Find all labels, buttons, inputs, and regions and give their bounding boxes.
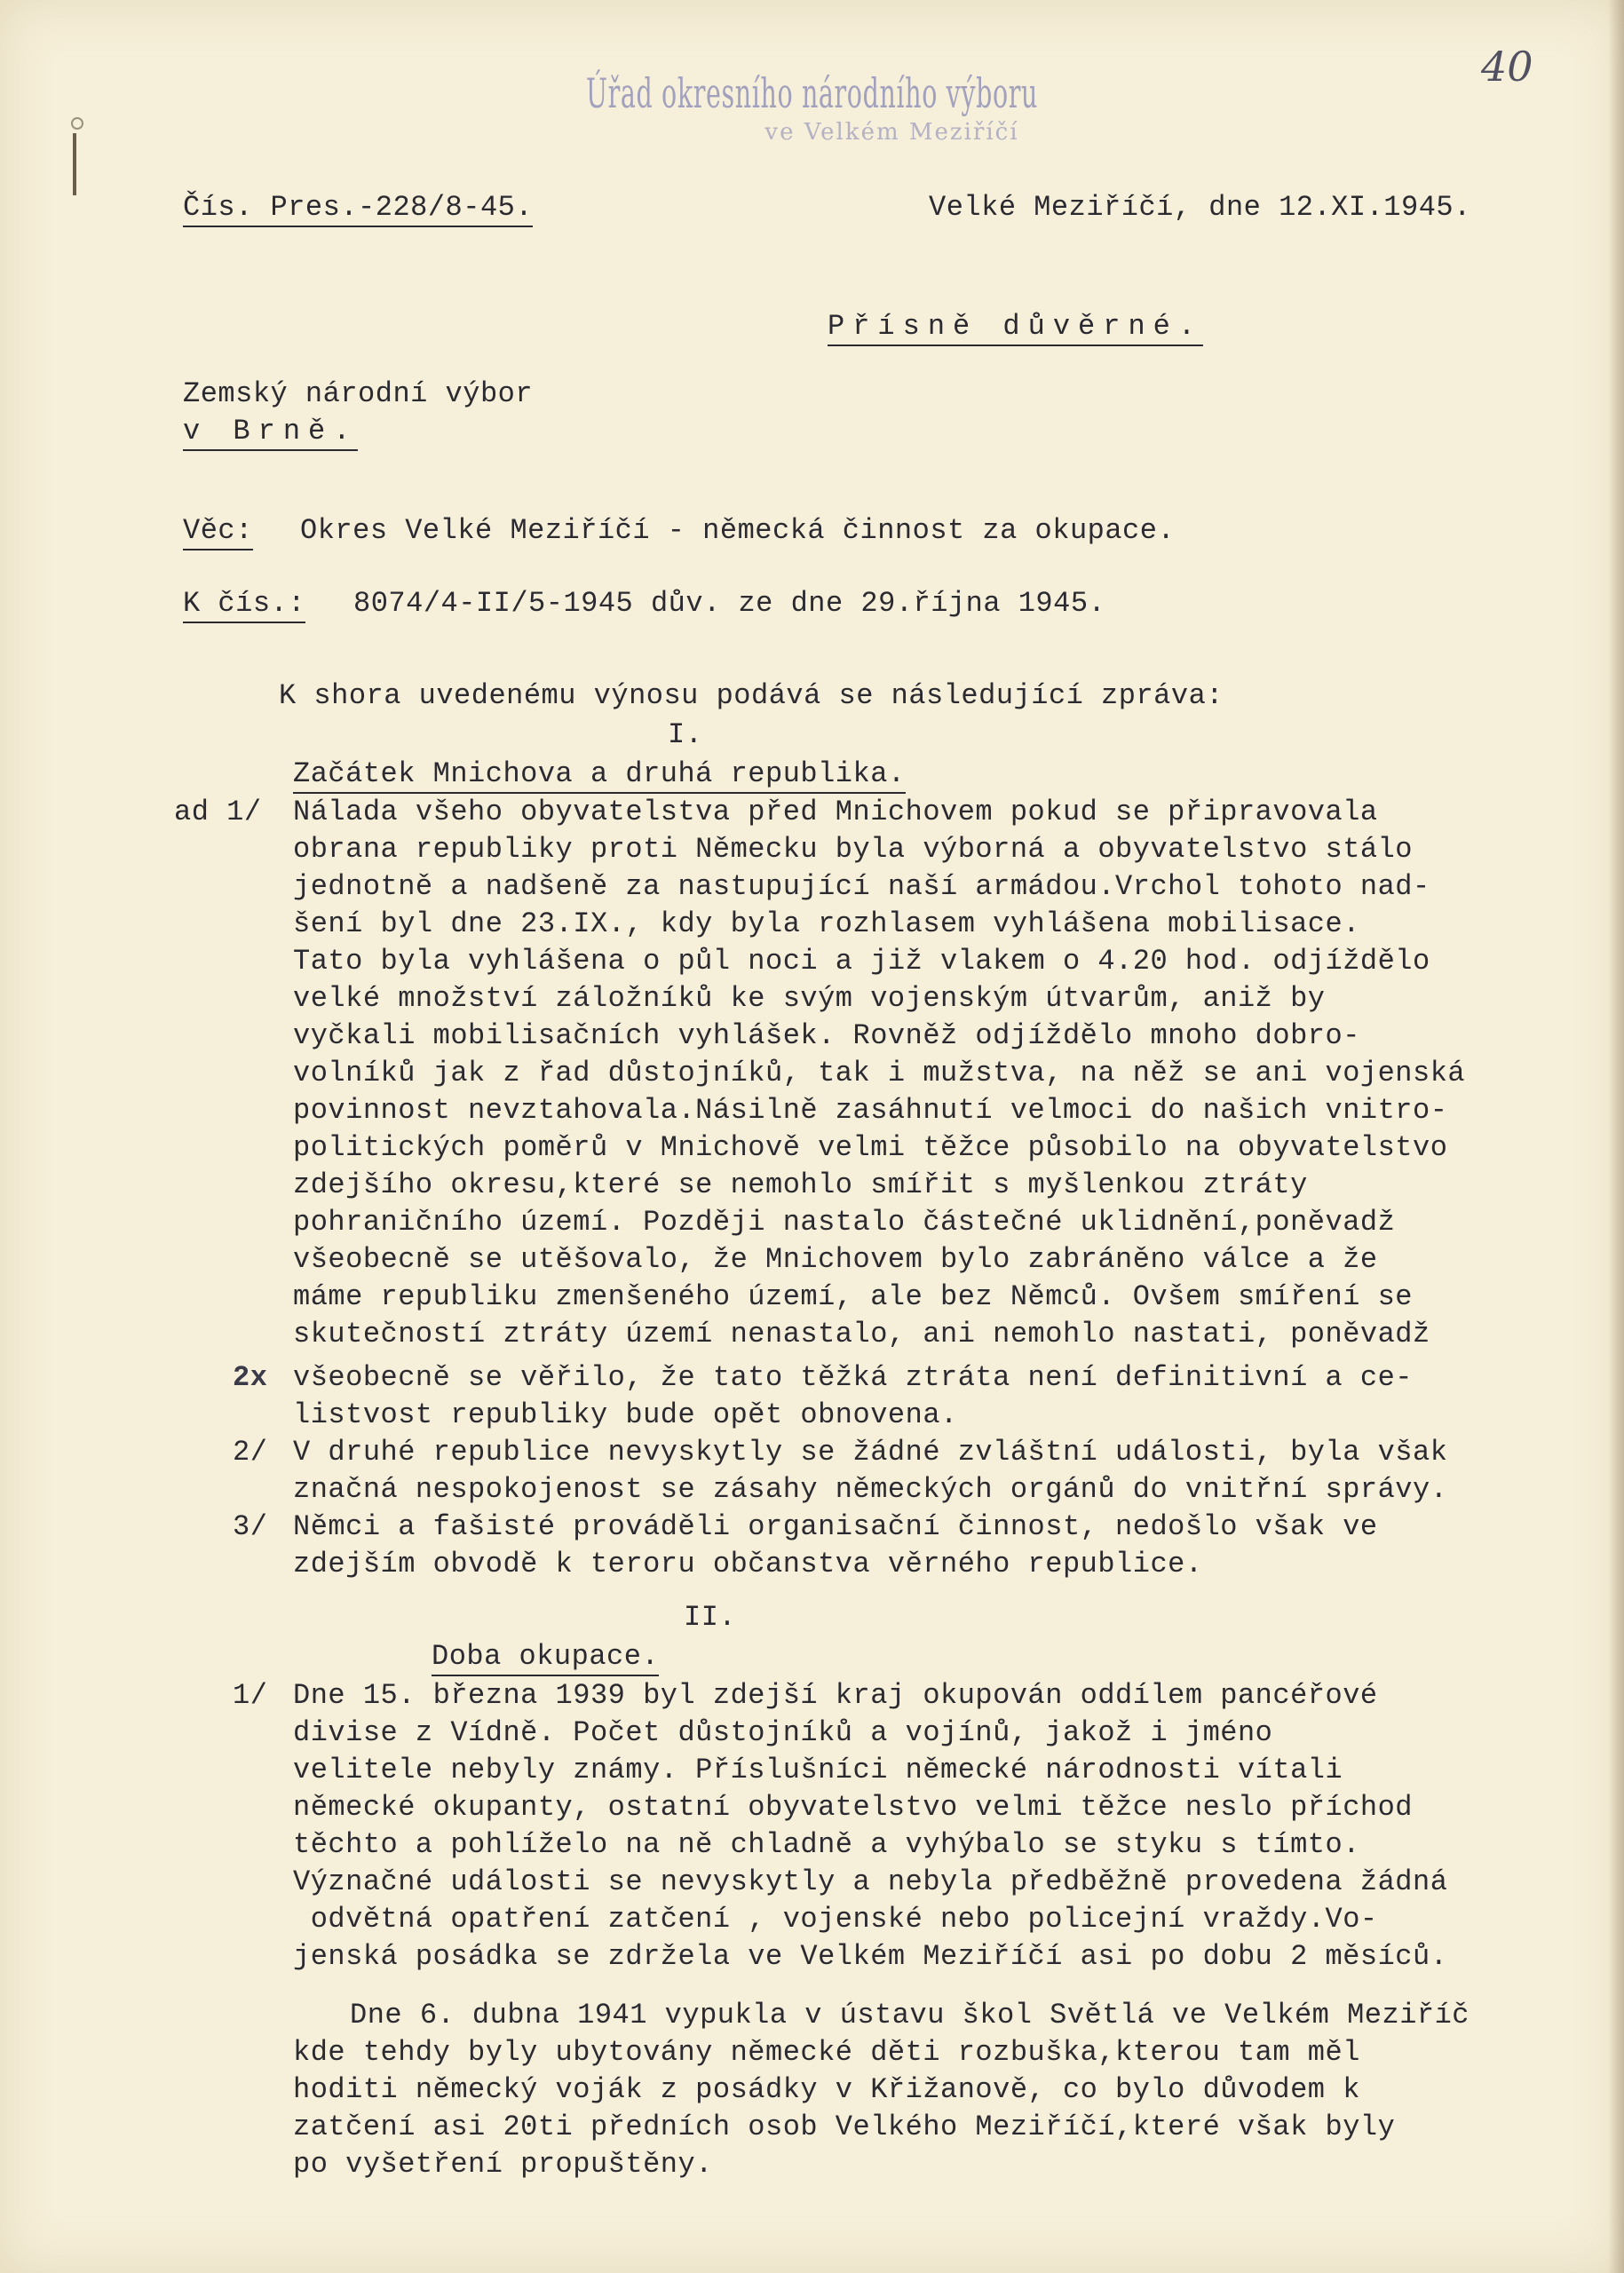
- section-1-line: skutečností ztráty území nenastalo, ani nemohlo nastati, poněvadž: [293, 1318, 1430, 1350]
- subject-label: Věc:: [183, 513, 253, 550]
- section-1-line: povinnost nevztahovala.Násilně zasáhnutí velmoci do našich vnitro-: [293, 1094, 1448, 1127]
- section-1-line: velké množství záložníků ke svým vojenským útvarům, aniž by: [293, 982, 1326, 1015]
- subject-text: Okres Velké Meziříčí - německá činnost za okupace.: [300, 514, 1176, 547]
- page-edge-shadow: [1608, 0, 1624, 2273]
- reference-number: Čís. Pres.-228/8-45.: [183, 190, 533, 227]
- section-1-numeral: I.: [668, 718, 703, 751]
- ref-number-text: 8074/4-II/5-1945 dův. ze dne 29.října 1945.: [353, 587, 1106, 620]
- section-1-line: zdejším obvodě k teroru občanstva věrného republice.: [293, 1548, 1203, 1580]
- section-1-line: značná nespokojenost se zásahy německých orgánů do vnitřní správy.: [293, 1473, 1448, 1506]
- section-2-line: těchto a pohlíželo na ně chladně a vyhýbalo se styku s tímto.: [293, 1828, 1360, 1861]
- section-1-line: volníků jak z řad důstojníků, tak i mužstva, na něž se ani vojenská: [293, 1057, 1466, 1089]
- section-2-line: Význačné události se nevyskytly a nebyla předběžně provedena žádná: [293, 1865, 1448, 1898]
- section-2-line: německé okupanty, ostatní obyvatelstvo velmi těžce neslo příchod: [293, 1791, 1413, 1824]
- intro-line: K shora uvedenému výnosu podává se následující zpráva:: [279, 679, 1224, 712]
- section-1-line: pohraničního území. Později nastalo částečné uklidnění,poněvadž: [293, 1206, 1396, 1239]
- place-date: Velké Meziříčí, dne 12.XI.1945.: [929, 191, 1471, 224]
- office-stamp-place: ve Velkém Meziříčí: [764, 119, 1019, 146]
- section-1-line: všeobecně se věřilo, že tato těžká ztráta není definitivní a ce-: [293, 1361, 1413, 1394]
- section-1-line: Němci a fašisté prováděli organisační činnost, nedošlo však ve: [293, 1510, 1378, 1543]
- section-1-line: šení byl dne 23.IX., kdy byla rozhlasem vyhlášena mobilisace.: [293, 907, 1360, 940]
- section-1-line: Nálada všeho obyvatelstva před Mnichovem pokud se připravovala: [293, 796, 1378, 828]
- section-2-line: velitele nebyly známy. Příslušníci německé národnosti vítali: [293, 1754, 1343, 1786]
- office-stamp-title: Úřad okresního národního výboru: [585, 69, 1039, 117]
- recipient-line-2: v Brně.: [183, 414, 358, 451]
- ref-number-label: K čís.:: [183, 586, 305, 623]
- section-2-paragraph-2-line: zatčení asi 20ti předních osob Velkého Meziříčí,které však byly: [293, 2111, 1396, 2143]
- section-2-line: jenská posádka se zdržela ve Velkém Meziříčí asi po dobu 2 měsíců.: [293, 1940, 1448, 1973]
- section-1-line: Tato byla vyhlášena o půl noci a již vlakem o 4.20 hod. odjíždělo: [293, 945, 1430, 978]
- section-2-heading: Doba okupace.: [432, 1639, 659, 1676]
- section-1-line: vyčkali mobilisačních vyhlášek. Rovněž odjíždělo mnoho dobro-: [293, 1019, 1360, 1052]
- section-1-line: politických poměrů v Mnichově velmi těžce působilo na obyvatelstvo: [293, 1131, 1448, 1164]
- section-1-line: máme republiku zmenšeného území, ale bez Němců. Ovšem smíření se: [293, 1280, 1413, 1313]
- marker-2: 2/: [233, 1436, 268, 1469]
- section-1-line: jednotně a nadšeně za nastupující naší armádou.Vrchol tohoto nad-: [293, 870, 1430, 903]
- section-2-numeral: II.: [684, 1601, 737, 1634]
- section-1-line: listvost republiky bude opět obnovena.: [293, 1398, 958, 1431]
- page-number: 40: [1481, 43, 1533, 91]
- section-2-paragraph-2-line: hoditi německý voják z posádky v Křižanově, co bylo důvodem k: [293, 2073, 1360, 2106]
- marker-ad-1: ad 1/: [174, 796, 262, 828]
- section-1-line: obrana republiky proti Německu byla výborná a obyvatelstvo stálo: [293, 833, 1413, 866]
- marker-section-2-1: 1/: [233, 1679, 268, 1712]
- section-1-heading: Začátek Mnichova a druhá republika.: [293, 756, 906, 794]
- section-2-line: Dne 15. března 1939 byl zdejší kraj okupován oddílem pancéřové: [293, 1679, 1378, 1712]
- classification: Přísně důvěrné.: [828, 309, 1203, 346]
- section-1-line: V druhé republice nevyskytly se žádné zvláštní události, byla však: [293, 1436, 1448, 1469]
- section-2-paragraph-2-line: kde tehdy byly ubytovány německé děti rozbuška,kterou tam měl: [293, 2036, 1360, 2069]
- recipient-line-1: Zemský národní výbor: [183, 377, 534, 410]
- marker-2x-handwritten: 2x: [233, 1361, 268, 1394]
- section-2-paragraph-2-line: po vyšetření propuštěny.: [293, 2148, 713, 2181]
- marker-3: 3/: [233, 1510, 268, 1543]
- section-2-line: divise z Vídně. Počet důstojníků a vojínů, jakož i jméno: [293, 1716, 1273, 1749]
- section-1-line: všeobecně se utěšovalo, že Mnichovem bylo zabráněno válce a že: [293, 1243, 1378, 1276]
- section-2-line: odvětná opatření zatčení , vojenské nebo policejní vraždy.Vo-: [293, 1903, 1378, 1936]
- section-1-line: zdejšího okresu,které se nemohlo smířit s myšlenkou ztráty: [293, 1168, 1308, 1201]
- section-2-paragraph-2-line: Dne 6. dubna 1941 vypukla v ústavu škol Světlá ve Velkém Meziříč: [350, 1999, 1470, 2031]
